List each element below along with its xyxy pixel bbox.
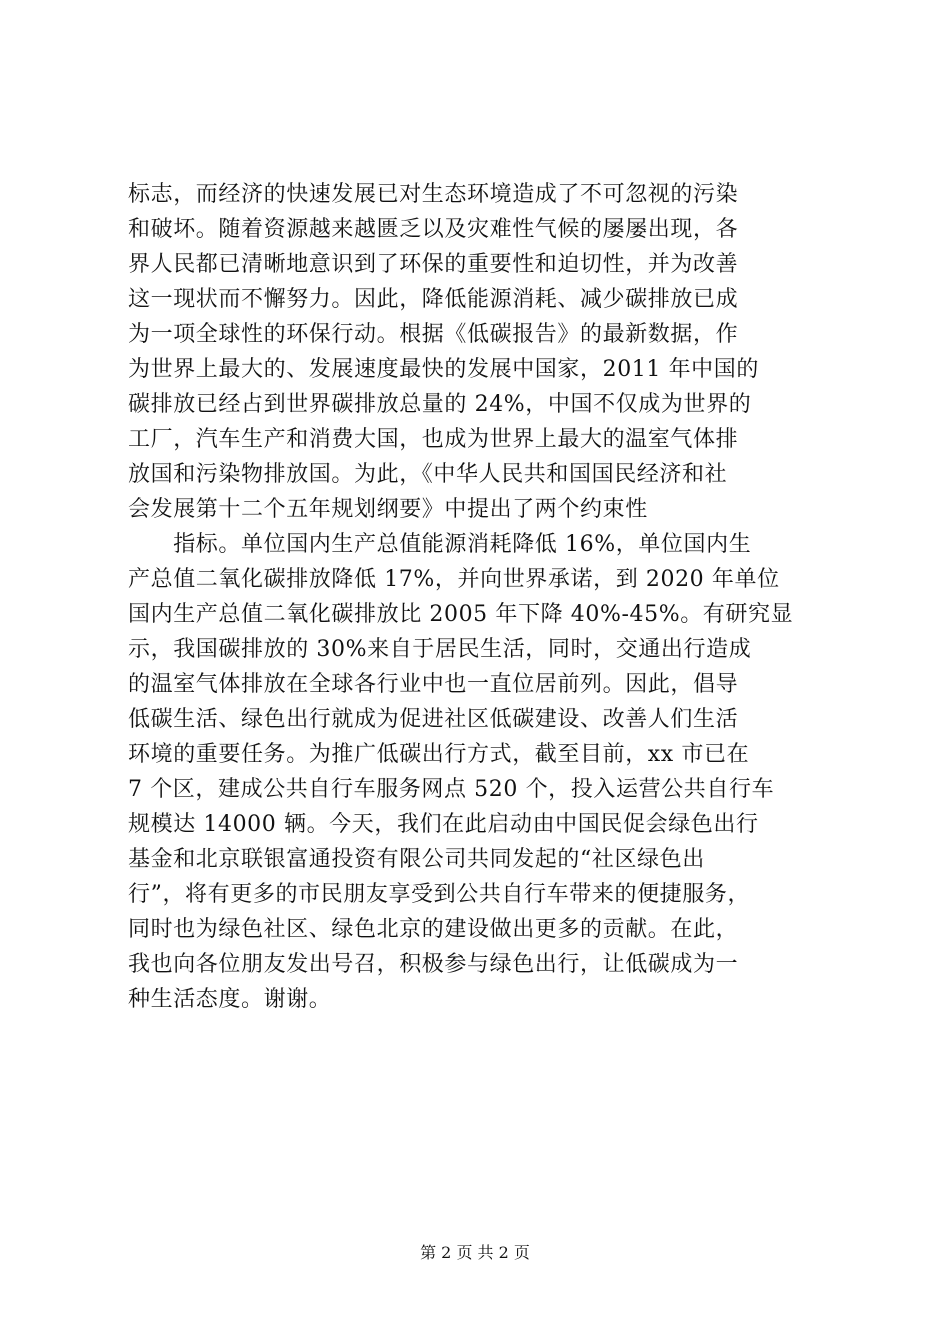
text-line: 国内生产总值二氧化碳排放比 2005 年下降 40%-45%。有研究显	[128, 602, 794, 627]
page-footer	[0, 1240, 950, 1266]
text-line: 工厂，汽车生产和消费大国，也成为世界上最大的温室气体排	[128, 427, 739, 452]
text-line: 示，我国碳排放的 30%来自于居民生活，同时，交通出行造成	[128, 637, 752, 662]
body-text	[128, 177, 828, 1017]
page-number-label: 第 2 页 共 2 页	[420, 1243, 530, 1262]
text-line: 放国和污染物排放国。为此，《中华人民共和国国民经济和社	[128, 462, 728, 487]
text-line: 基金和北京联银富通投资有限公司共同发起的“社区绿色出	[128, 847, 705, 872]
text-line: 的温室气体排放在全球各行业中也一直位居前列。因此，倡导	[128, 672, 739, 697]
text-line: 和破坏。随着资源越来越匮乏以及灾难性气候的屡屡出现，各	[128, 217, 739, 242]
text-line: 我也向各位朋友发出号召，积极参与绿色出行，让低碳成为一	[128, 952, 739, 977]
text-line: 为一项全球性的环保行动。根据《低碳报告》的最新数据，作	[128, 322, 739, 347]
text-line: 环境的重要任务。为推广低碳出行方式，截至目前，xx 市已在	[128, 742, 750, 767]
text-line: 这一现状而不懈努力。因此，降低能源消耗、减少碳排放已成	[128, 287, 739, 312]
text-line: 界人民都已清晰地意识到了环保的重要性和迫切性，并为改善	[128, 252, 739, 277]
text-line: 种生活态度。谢谢。	[128, 987, 332, 1012]
text-line: 7 个区，建成公共自行车服务网点 520 个，投入运营公共自行车	[128, 777, 775, 802]
text-line: 会发展第十二个五年规划纲要》中提出了两个约束性	[128, 497, 648, 522]
text-line: 行”，将有更多的市民朋友享受到公共自行车带来的便捷服务，	[128, 882, 751, 907]
text-line: 标志，而经济的快速发展已对生态环境造成了不可忽视的污染	[128, 182, 739, 207]
text-line: 产总值二氧化碳排放降低 17%，并向世界承诺，到 2020 年单位	[128, 567, 780, 592]
text-line: 指标。单位国内生产总值能源消耗降低 16%，单位国内生	[128, 532, 752, 557]
text-line: 碳排放已经占到世界碳排放总量的 24%，中国不仅成为世界的	[128, 392, 752, 417]
text-line: 规模达 14000 辆。今天，我们在此启动由中国民促会绿色出行	[128, 812, 759, 837]
text-line: 为世界上最大的、发展速度最快的发展中国家，2011 年中国的	[128, 357, 759, 382]
text-line: 同时也为绿色社区、绿色北京的建设做出更多的贡献。在此，	[128, 917, 739, 942]
text-line: 低碳生活、绿色出行就成为促进社区低碳建设、改善人们生活	[128, 707, 739, 732]
